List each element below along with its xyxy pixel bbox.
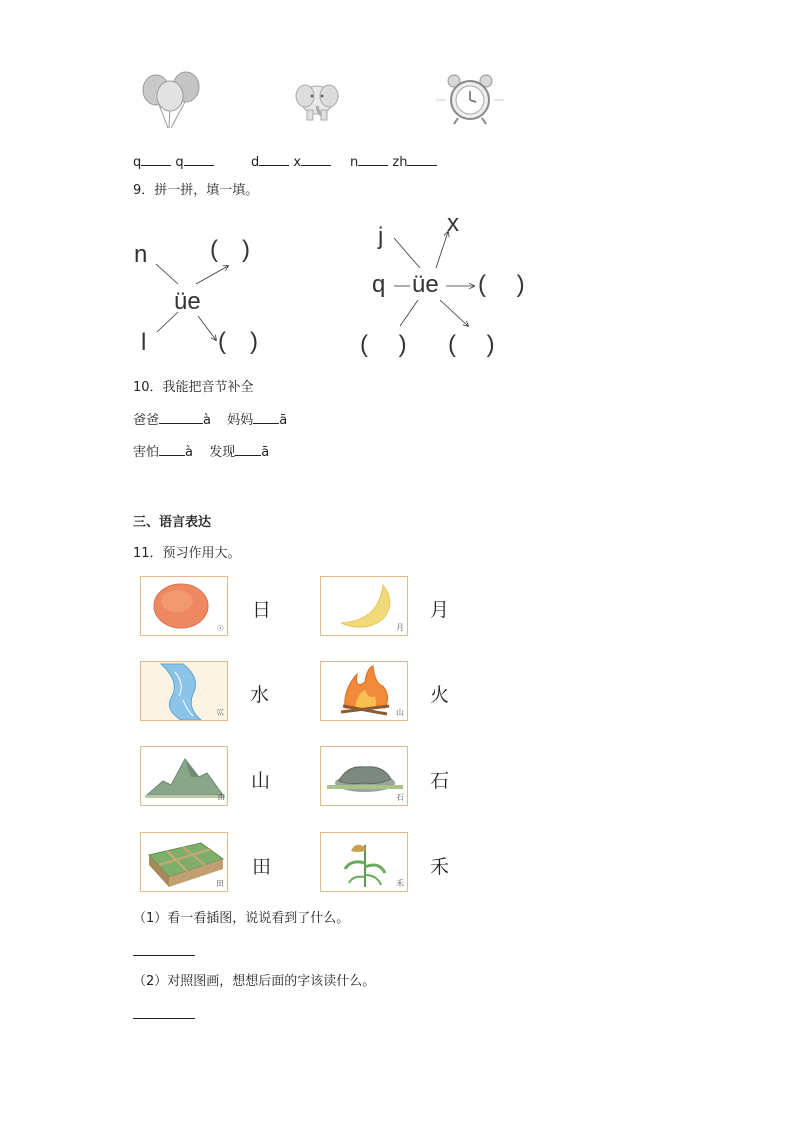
arrow-line: [157, 312, 178, 332]
arrow-line: [196, 266, 228, 284]
arrow-line: [394, 238, 420, 268]
syllable-row-2: [133, 443, 269, 461]
answer-blank[interactable]: [253, 411, 279, 424]
seal-glyph: ᗰ: [218, 793, 224, 802]
word-text: 害怕: [133, 445, 160, 460]
answer-paren[interactable]: ( ): [210, 236, 250, 263]
mountain-picture: [140, 746, 228, 806]
answer-blank[interactable]: [159, 443, 185, 456]
initial-text: x: [293, 155, 302, 170]
arrow-line: [156, 264, 178, 284]
initial-text: q: [175, 155, 184, 170]
seal-glyph: 巛: [216, 708, 224, 717]
initial-text: d: [251, 155, 260, 170]
answer-blank[interactable]: [141, 153, 171, 166]
elephant-icon: [293, 76, 353, 124]
initial-j: j: [378, 223, 384, 250]
initial-l: l: [141, 329, 147, 356]
sun-picture: [140, 576, 228, 636]
answer-blank[interactable]: [259, 153, 289, 166]
answer-line[interactable]: [133, 1018, 195, 1019]
char-shi: 石: [430, 770, 450, 792]
arrow-line: [436, 232, 448, 268]
initial-x: x: [447, 210, 459, 237]
char-shan: 山: [251, 770, 271, 792]
pinyin-blank-group-1: [133, 153, 214, 171]
initial-text: q: [133, 155, 142, 170]
tone-vowel: ā: [279, 413, 288, 428]
word-text: 爸爸: [133, 413, 160, 428]
answer-paren[interactable]: ( ): [218, 328, 258, 355]
answer-blank[interactable]: [358, 153, 388, 166]
char-huo: 火: [430, 684, 450, 706]
char-tian: 田: [252, 856, 272, 878]
seal-glyph: 月: [396, 623, 404, 632]
tone-vowel: à: [203, 413, 211, 428]
moon-picture: [320, 576, 408, 636]
answer-blank[interactable]: [184, 153, 214, 166]
fire-picture: [320, 661, 408, 721]
answer-blank[interactable]: [235, 443, 261, 456]
seal-glyph: 石: [396, 793, 404, 802]
alarm-clock-icon: [434, 72, 506, 128]
final-ue: üe: [174, 288, 201, 315]
word-text: 妈妈: [227, 413, 254, 428]
seal-glyph: 禾: [396, 879, 404, 888]
pinyin-blank-group-2: [251, 153, 331, 171]
initial-q: q: [372, 271, 386, 298]
initial-text: n: [350, 155, 359, 170]
char-shui: 水: [250, 684, 270, 706]
char-ri: 日: [252, 599, 272, 621]
field-picture: [140, 832, 228, 892]
answer-line[interactable]: [133, 955, 195, 956]
char-he: 禾: [430, 856, 450, 878]
answer-paren[interactable]: ( ): [448, 331, 495, 358]
question-10-title: 10．我能把音节补全: [133, 380, 254, 395]
pinyin-blank-group-3: [350, 153, 437, 171]
water-picture: [140, 661, 228, 721]
initial-text: zh: [392, 155, 408, 170]
word-text: 发现: [209, 445, 236, 460]
answer-paren[interactable]: ( ): [478, 271, 525, 298]
arrow-line: [400, 300, 418, 326]
balloons-icon: [138, 70, 206, 130]
section-3-heading: 三、语言表达: [133, 515, 212, 530]
seal-glyph: 田: [216, 879, 224, 888]
sub-question-2: （2）对照图画，想想后面的字该读什么。: [133, 974, 376, 989]
char-yue: 月: [430, 599, 450, 621]
stone-picture: [320, 746, 408, 806]
initial-n: n: [134, 241, 148, 268]
svg-text:՚: ՚: [337, 95, 340, 104]
answer-blank[interactable]: [159, 411, 203, 424]
seal-glyph: ☉: [216, 624, 224, 633]
syllable-row-1: [133, 411, 287, 429]
answer-blank[interactable]: [407, 153, 437, 166]
seal-glyph: 山: [396, 708, 404, 717]
answer-paren[interactable]: ( ): [360, 331, 407, 358]
final-ue: üe: [412, 271, 439, 298]
question-9-title: 9．拼一拼，填一填。: [133, 183, 259, 198]
arrow-line: [198, 316, 216, 340]
tone-vowel: à: [185, 445, 193, 460]
grain-picture: [320, 832, 408, 892]
sub-question-1: （1）看一看插图，说说看到了什么。: [133, 911, 350, 926]
tone-vowel: ā: [261, 445, 270, 460]
question-11-title: 11．预习作用大。: [133, 546, 241, 561]
arrow-line: [440, 300, 468, 326]
answer-blank[interactable]: [301, 153, 331, 166]
